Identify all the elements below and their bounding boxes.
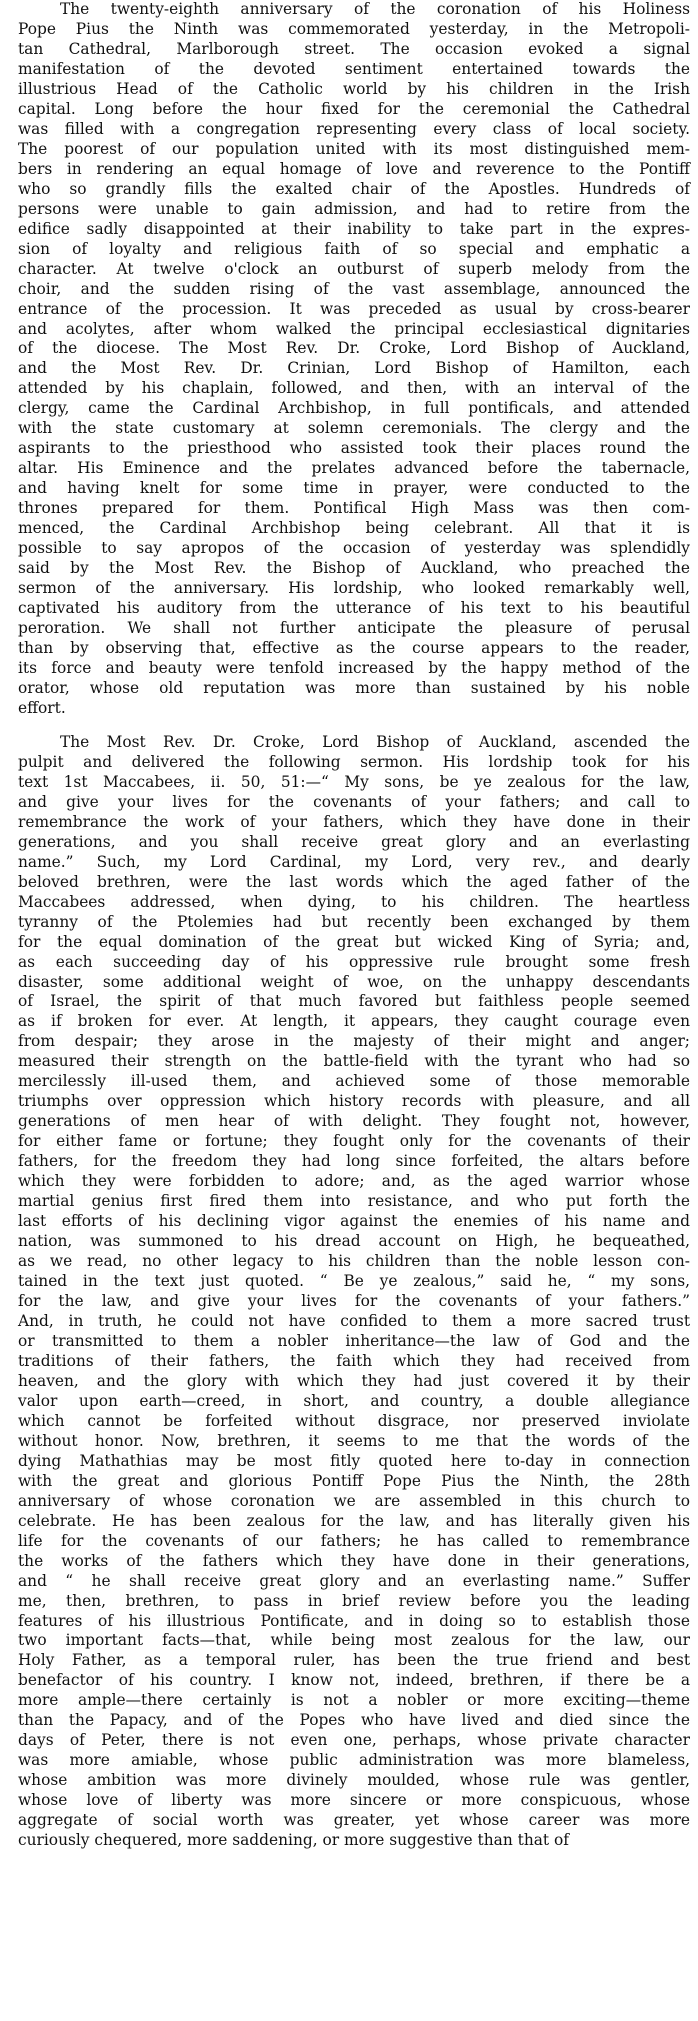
text-line: heaven, and the glory with which they had just covered it by their: [18, 1371, 690, 1390]
text-line: traditions of their fathers, the faith which they had received from: [18, 1351, 690, 1370]
text-line: as we read, no other legacy to his children than the noble lesson con-: [18, 1252, 690, 1271]
text-line: which they were forbidden to adore; and, as the aged warrior whose: [18, 1172, 690, 1191]
text-line: bers in rendering an equal homage of love and reverence to the Pontiff: [18, 159, 690, 178]
text-line: sion of loyalty and religious faith of so special and emphatic a: [18, 239, 690, 258]
newspaper-column: [18, 0, 690, 1851]
text-line: persons were unable to gain admission, and had to retire from the: [18, 199, 690, 218]
text-line: and give your lives for the covenants of your fathers; and call to: [18, 792, 690, 811]
text-line: mercilessly ill-used them, and achieved some of those memorable: [18, 1072, 690, 1091]
text-line: beloved brethren, were the last words which the aged father of the: [18, 872, 690, 891]
text-line: which cannot be forfeited without disgrace, nor preserved inviolate: [18, 1411, 690, 1430]
text-line: The twenty-eighth anniversary of the coronation of his Holiness: [60, 0, 690, 18]
text-line: choir, and the sudden rising of the vast assemblage, announced the: [18, 279, 690, 298]
text-line: remembrance the work of your fathers, which they have done in their: [18, 812, 690, 831]
text-line: said by the Most Rev. the Bishop of Auckland, who preached the: [18, 559, 690, 578]
text-line: The Most Rev. Dr. Croke, Lord Bishop of Auckland, ascended the: [60, 732, 690, 751]
text-line: and the Most Rev. Dr. Crinian, Lord Bishop of Hamilton, each: [18, 359, 690, 378]
text-line: whose love of liberty was more sincere or more conspicuous, whose: [18, 1791, 690, 1810]
text-line: generations, and you shall receive great glory and an everlasting: [18, 832, 690, 851]
text-line: effort.: [18, 698, 66, 717]
text-line: more ample—there certainly is not a nobler or more exciting—theme: [18, 1691, 690, 1710]
text-line: whose ambition was more divinely moulded, whose rule was gentler,: [18, 1771, 690, 1790]
text-line: days of Peter, there is not even one, perhaps, whose private character: [18, 1731, 690, 1750]
text-line: its force and beauty were tenfold increased by the happy method of the: [18, 658, 690, 677]
text-line: sermon of the anniversary. His lordship, who looked remarkably well,: [18, 579, 690, 598]
paragraph-gap: [18, 719, 690, 733]
text-line: orator, whose old reputation was more than sustained by his noble: [18, 678, 690, 697]
text-line: And, in truth, he could not have confided to them a more sacred trust: [18, 1311, 690, 1330]
text-line: of Israel, the spirit of that much favored but faithless people seemed: [18, 992, 690, 1011]
text-line: for the equal domination of the great but wicked King of Syria; and,: [18, 932, 690, 951]
article-body: [18, 0, 690, 1851]
text-line: generations of men hear of with delight. They fought not, however,: [18, 1112, 690, 1131]
text-line: clergy, came the Cardinal Archbishop, in full pontificals, and attended: [18, 399, 690, 418]
text-line: entrance of the procession. It was preceded as usual by cross-bearer: [18, 299, 690, 318]
text-line: tyranny of the Ptolemies had but recently been exchanged by them: [18, 912, 690, 931]
text-line: was more amiable, whose public administration was more blameless,: [18, 1751, 690, 1770]
text-line: fathers, for the freedom they had long since forfeited, the altars before: [18, 1152, 690, 1171]
text-line: aggregate of social worth was greater, yet whose career was more: [18, 1811, 690, 1830]
text-line: nation, was summoned to his dread account on High, he bequeathed,: [18, 1232, 690, 1251]
text-line: measured their strength on the battle-field with the tyrant who had so: [18, 1052, 690, 1071]
text-line: of the diocese. The Most Rev. Dr. Croke, Lord Bishop of Auckland,: [18, 339, 690, 358]
text-line: attended by his chaplain, followed, and then, with an interval of the: [18, 379, 690, 398]
text-line: was filled with a congregation representing every class of local society.: [18, 119, 690, 138]
text-line: valor upon earth—creed, in short, and country, a double allegiance: [18, 1391, 690, 1410]
text-line: curiously chequered, more saddening, or more suggestive than that of: [18, 1831, 569, 1850]
text-line: pulpit and delivered the following sermon. His lordship took for his: [18, 752, 690, 771]
text-line: capital. Long before the hour fixed for the ceremonial the Cathedral: [18, 99, 690, 118]
text-line: or transmitted to them a nobler inheritance—the law of God and the: [18, 1331, 690, 1350]
text-line: as each succeeding day of his oppressive rule brought some fresh: [18, 952, 690, 971]
text-line: than the Papacy, and of the Popes who have lived and died since the: [18, 1711, 690, 1730]
text-line: text 1st Maccabees, ii. 50, 51:—“ My sons, be ye zealous for the law,: [18, 772, 690, 791]
text-line: tan Cathedral, Marlborough street. The occasion evoked a signal: [18, 39, 690, 58]
text-line: manifestation of the devoted sentiment entertained towards the: [18, 59, 690, 78]
text-line: name.” Such, my Lord Cardinal, my Lord, very rev., and dearly: [18, 852, 690, 871]
text-line: altar. His Eminence and the prelates advanced before the tabernacle,: [18, 459, 690, 478]
text-line: Pope Pius the Ninth was commemorated yesterday, in the Metropoli-: [18, 19, 690, 38]
text-line: for the law, and give your lives for the covenants of your fathers.”: [18, 1292, 690, 1310]
text-line: last efforts of his declining vigor against the enemies of his name and: [18, 1212, 690, 1231]
text-line: from despair; they arose in the majesty of their might and anger;: [18, 1032, 690, 1051]
text-line: benefactor of his country. I know not, indeed, brethren, if there be a: [18, 1671, 690, 1690]
text-line: two important facts—that, while being most zealous for the law, our: [18, 1631, 690, 1650]
text-line: with the state customary at solemn ceremonials. The clergy and the: [18, 419, 690, 438]
text-line: without honor. Now, brethren, it seems to me that the words of the: [18, 1431, 690, 1450]
text-line: aspirants to the priesthood who assisted took their places round the: [18, 439, 690, 458]
text-line: me, then, brethren, to pass in brief review before you the leading: [18, 1591, 690, 1610]
paragraph-1: [18, 0, 690, 719]
text-line: menced, the Cardinal Archbishop being celebrant. All that it is: [18, 519, 690, 538]
text-line: and having knelt for some time in prayer, were conducted to the: [18, 479, 690, 498]
text-line: captivated his auditory from the utterance of his text to his beautiful: [18, 599, 690, 618]
text-line: and acolytes, after whom walked the principal ecclesiastical dignitaries: [18, 319, 690, 338]
text-line: dying Mathathias may be most fitly quoted here to-day in connection: [18, 1451, 690, 1470]
text-line: life for the covenants of our fathers; he has called to remembrance: [18, 1531, 690, 1550]
text-line: tained in the text just quoted. “ Be ye zealous,” said he, “ my sons,: [18, 1272, 690, 1291]
text-line: anniversary of whose coronation we are assembled in this church to: [18, 1491, 690, 1510]
text-line: martial genius first fired them into resistance, and who put forth the: [18, 1192, 690, 1211]
text-line: disaster, some additional weight of woe, on the unhappy descendants: [18, 972, 690, 991]
text-line: edifice sadly disappointed at their inability to take part in the expres-: [18, 219, 690, 238]
text-line: Maccabees addressed, when dying, to his children. The heartless: [18, 892, 690, 911]
text-line: Holy Father, as a temporal ruler, has been the true friend and best: [18, 1651, 690, 1670]
text-line: with the great and glorious Pontiff Pope Pius the Ninth, the 28th: [18, 1471, 690, 1490]
text-line: The poorest of our population united with its most distinguished mem-: [18, 139, 690, 158]
text-line: peroration. We shall not further anticipate the pleasure of perusal: [18, 619, 690, 638]
text-line: possible to say apropos of the occasion of yesterday was splendidly: [18, 539, 690, 558]
text-line: and “ he shall receive great glory and an everlasting name.” Suffer: [18, 1571, 690, 1590]
text-line: triumphs over oppression which history records with pleasure, and all: [18, 1092, 690, 1111]
text-line: illustrious Head of the Catholic world by his children in the Irish: [18, 79, 690, 98]
text-line: the works of the fathers which they have done in their generations,: [18, 1551, 690, 1570]
text-line: character. At twelve o'clock an outburst of superb melody from the: [18, 259, 690, 278]
text-line: as if broken for ever. At length, it appears, they caught courage even: [18, 1012, 690, 1031]
paragraph-2: [18, 733, 690, 1851]
text-line: features of his illustrious Pontificate, and in doing so to establish those: [18, 1611, 690, 1630]
text-line: who so grandly fills the exalted chair of the Apostles. Hundreds of: [18, 179, 690, 198]
text-line: celebrate. He has been zealous for the law, and has literally given his: [18, 1511, 690, 1530]
text-line: than by observing that, effective as the course appears to the reader,: [18, 639, 690, 657]
text-line: thrones prepared for them. Pontifical High Mass was then com-: [18, 499, 690, 518]
text-line: for either fame or fortune; they fought only for the covenants of their: [18, 1132, 690, 1151]
